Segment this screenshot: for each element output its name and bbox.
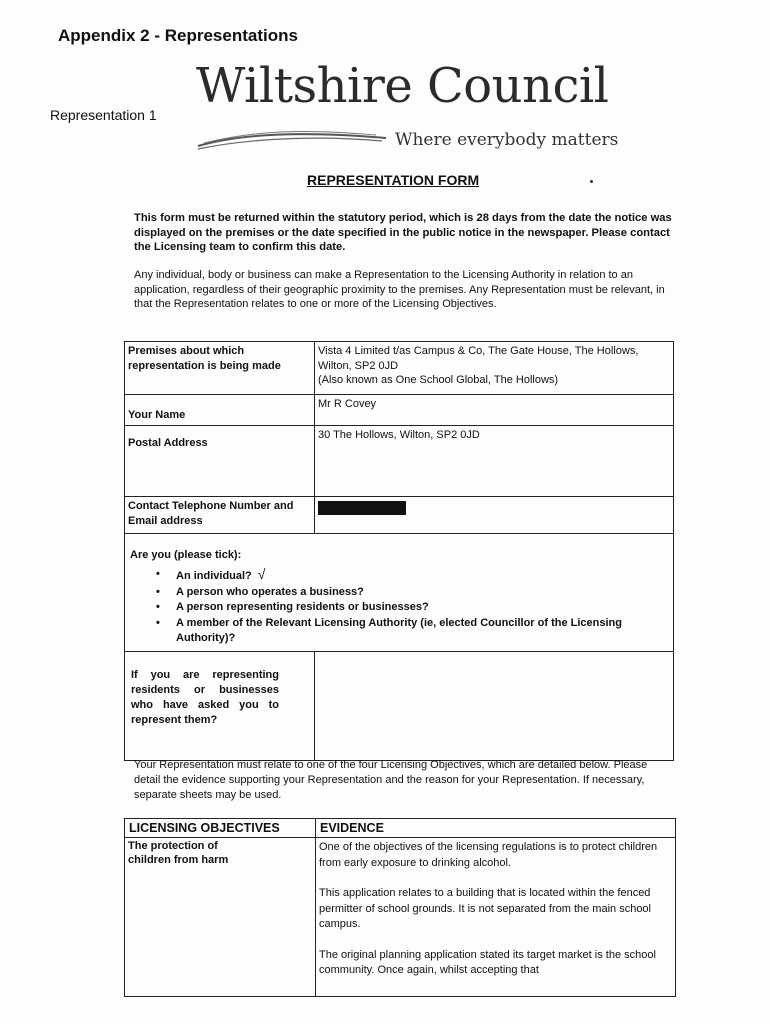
option-councillor[interactable]: • A member of the Relevant Licensing Authority (ie, elected Councillor of the Licensing Authority)? xyxy=(156,616,670,647)
representation-label: Representation 1 xyxy=(50,107,157,123)
are-you-label: Are you (please tick): xyxy=(130,549,242,561)
name-row xyxy=(125,395,674,426)
contact-label: Contact Telephone Number and Email address xyxy=(125,497,315,534)
premises-row xyxy=(125,342,674,395)
are-you-row xyxy=(125,534,674,652)
objective-row xyxy=(125,838,676,997)
evidence-header: EVIDENCE xyxy=(316,819,676,838)
contact-value xyxy=(315,497,674,534)
option-representing[interactable]: • A person representing residents or businesses? xyxy=(156,600,670,616)
premises-value xyxy=(315,342,674,395)
objectives-header: LICENSING OBJECTIVES xyxy=(125,819,316,838)
address-value: 30 The Hollows, Wilton, SP2 0JD xyxy=(315,426,674,497)
name-label: Your Name xyxy=(125,395,315,426)
objectives-table xyxy=(124,818,676,997)
name-value: Mr R Covey xyxy=(315,395,674,426)
statutory-notice: This form must be returned within the statutory period, which is 28 days from the date the notice was displayed on the premises or the date specified in the public notice in the newspaper. Please contact the Licensing team to confirm this date. xyxy=(134,212,672,253)
premises-value-line-1: Vista 4 Limited t/as Campus & Co, The Gate House, The Hollows, Wilton, SP2 0JD xyxy=(318,345,639,372)
evidence-instructions: Your Representation must relate to one of the four Licensing Objectives, which are detailed below. Please detail the evidence supporting your Representation and the reason for your Representation. If necessary, separate sheets may be used. xyxy=(134,759,648,801)
option-business[interactable]: • A person who operates a business? xyxy=(156,585,670,601)
are-you-cell xyxy=(125,534,674,652)
representing-label-cell xyxy=(125,651,315,760)
council-tagline: Where everybody matters xyxy=(395,130,619,150)
objectives-header-row xyxy=(125,819,676,838)
objective-name: The protection of children from harm xyxy=(128,840,229,866)
premises-value-line-2: (Also known as One School Global, The Hollows) xyxy=(318,374,559,386)
option-individual[interactable]: • An individual? √ xyxy=(156,567,670,585)
objective-cell xyxy=(125,838,316,997)
contact-row xyxy=(125,497,674,534)
premises-label: Premises about which representation is being made xyxy=(125,342,315,395)
evidence-cell xyxy=(316,838,676,997)
address-row xyxy=(125,426,674,497)
details-table xyxy=(124,341,674,761)
stray-dot xyxy=(590,180,593,183)
representing-value xyxy=(315,651,674,760)
logo-swoosh-icon xyxy=(196,126,396,152)
council-logo-name: Wiltshire Council xyxy=(196,58,609,114)
evidence-paragraph: This application relates to a building that is located within the fenced permitter of school grounds. It is not separated from the main school campus. xyxy=(319,887,651,930)
tick-mark: √ xyxy=(257,566,266,582)
form-title: REPRESENTATION FORM xyxy=(307,172,480,188)
intro-paragraph: Any individual, body or business can make a Representation to the Licensing Authority in relation to an application, regardless of their geographic proximity to the premises. Any Representation must be relevant, in that the Representation relates to one or more of the Licensing Objectives. xyxy=(134,269,665,310)
role-options xyxy=(130,567,670,647)
redaction-block xyxy=(318,501,406,515)
appendix-heading: Appendix 2 - Representations xyxy=(58,26,298,45)
evidence-paragraph: The original planning application stated its target market is the school community. Once again, whilst accepting that xyxy=(319,948,656,976)
representing-row xyxy=(125,651,674,760)
evidence-paragraph: One of the objectives of the licensing regulations is to protect children from early exposure to drinking alcohol. xyxy=(319,841,658,869)
address-label: Postal Address xyxy=(125,426,315,497)
representing-label: If you are representing residents or businesses who have asked you to represent them? xyxy=(131,668,279,726)
